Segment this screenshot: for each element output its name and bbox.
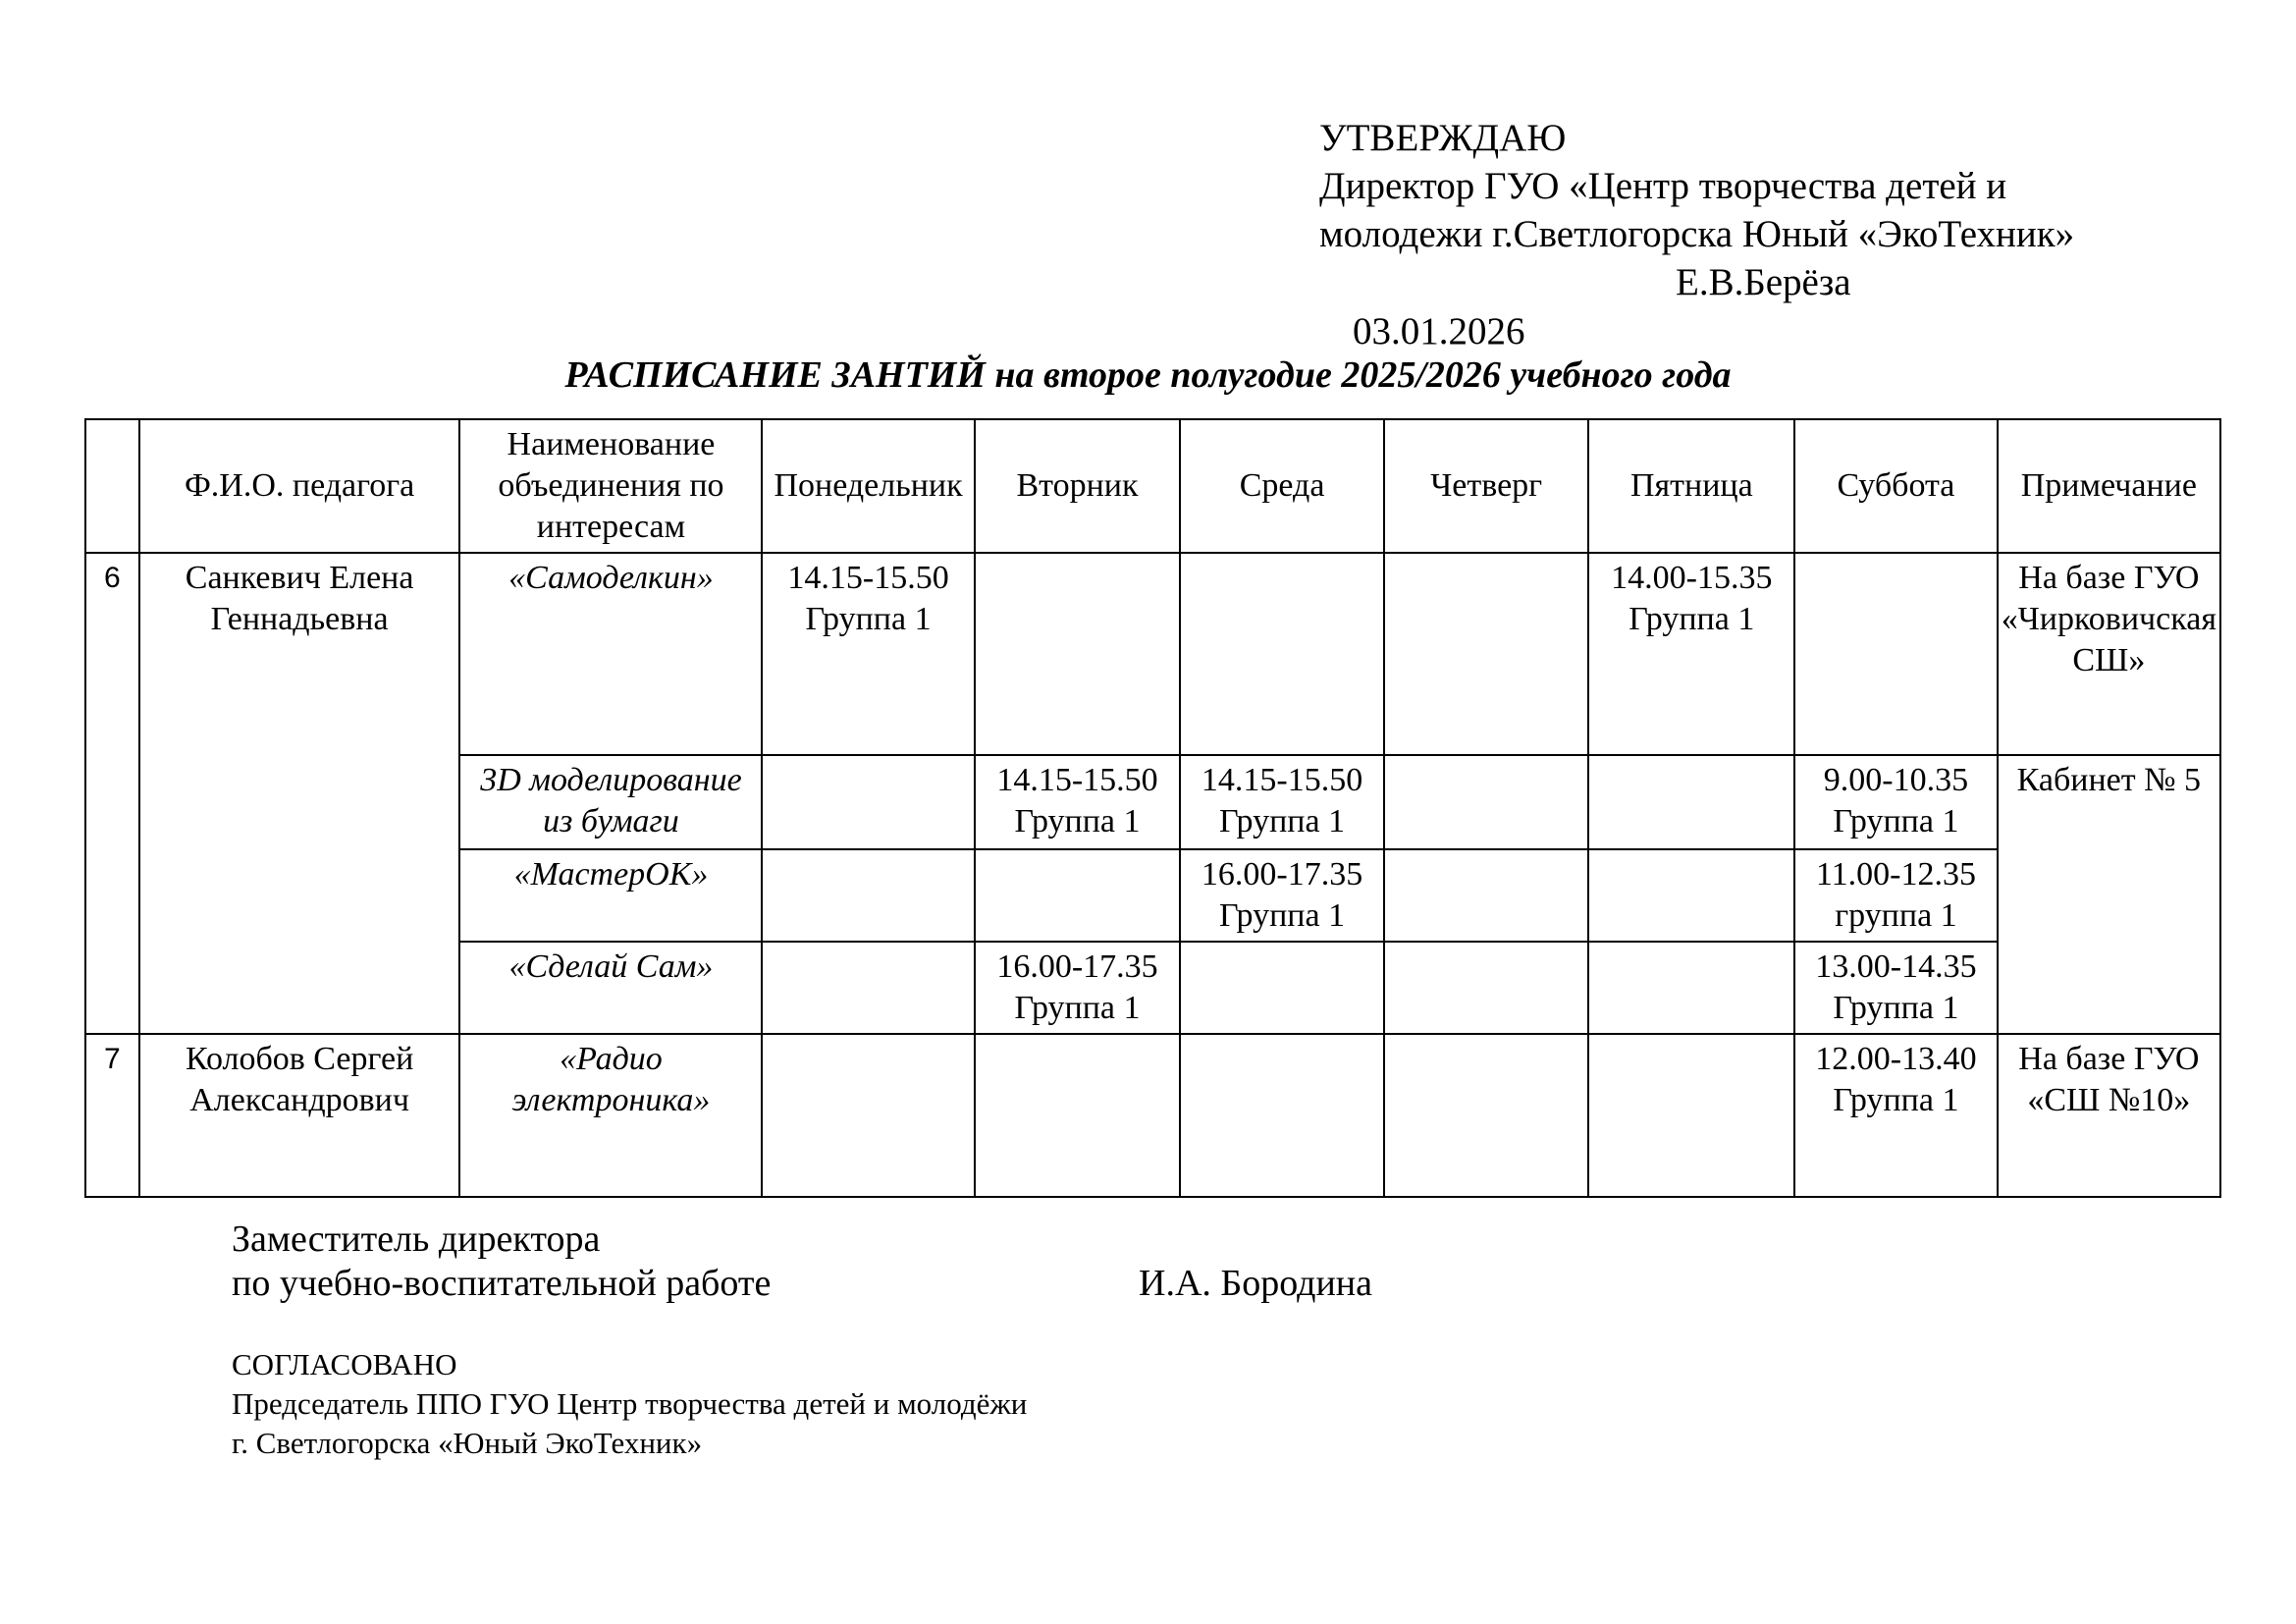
cell-thu bbox=[1384, 1034, 1589, 1197]
cell-tue bbox=[975, 553, 1181, 755]
row-number: 6 bbox=[85, 553, 139, 1034]
schedule-table bbox=[84, 418, 2221, 1198]
course-name: 3D моделирование из бумаги bbox=[459, 755, 762, 849]
cell-thu bbox=[1384, 942, 1589, 1034]
header-thu: Четверг bbox=[1384, 419, 1589, 553]
course-name: «МастерОК» bbox=[459, 849, 762, 942]
deputy-line2: по учебно-воспитательной работе bbox=[232, 1263, 772, 1304]
teacher-name: Колобов Сергей Александрович bbox=[139, 1034, 460, 1197]
cell-mon bbox=[762, 755, 974, 849]
header-row bbox=[85, 419, 2220, 553]
cell-tue: 16.00-17.35 Группа 1 bbox=[975, 942, 1181, 1034]
agreed-line1: Председатель ППО ГУО Центр творчества детей и молодёжи bbox=[232, 1386, 1028, 1421]
cell-fri bbox=[1588, 1034, 1794, 1197]
header-fri: Пятница bbox=[1588, 419, 1794, 553]
cell-sat: 11.00-12.35 группа 1 bbox=[1794, 849, 1998, 942]
cell-mon bbox=[762, 849, 974, 942]
approval-line2: молодежи г.Светлогорска Юный «ЭкоТехник» bbox=[1319, 213, 2075, 255]
header-fio: Ф.И.О. педагога bbox=[139, 419, 460, 553]
cell-fri bbox=[1588, 942, 1794, 1034]
header-num bbox=[85, 419, 139, 553]
cell-sat: 13.00-14.35 Группа 1 bbox=[1794, 942, 1998, 1034]
agreed-line2: г. Светлогорска «Юный ЭкоТехник» bbox=[232, 1426, 703, 1460]
approval-date: 03.01.2026 bbox=[1353, 310, 1525, 352]
cell-thu bbox=[1384, 553, 1589, 755]
cell-thu bbox=[1384, 755, 1589, 849]
deputy-block bbox=[232, 1218, 771, 1306]
cell-sat: 9.00-10.35 Группа 1 bbox=[1794, 755, 1998, 849]
cell-wed: 14.15-15.50 Группа 1 bbox=[1180, 755, 1384, 849]
deputy-line1: Заместитель директора bbox=[232, 1218, 601, 1260]
cell-mon bbox=[762, 1034, 974, 1197]
approval-signer: Е.В.Берёза bbox=[1676, 261, 1851, 303]
header-club: Наименование объединения по интересам bbox=[459, 419, 762, 553]
header-tue: Вторник bbox=[975, 419, 1181, 553]
cell-tue bbox=[975, 1034, 1181, 1197]
cell-note: На базе ГУО «СШ №10» bbox=[1998, 1034, 2220, 1197]
agreed-heading: СОГЛАСОВАНО bbox=[232, 1347, 457, 1381]
header-sat: Суббота bbox=[1794, 419, 1998, 553]
header-wed: Среда bbox=[1180, 419, 1384, 553]
cell-note: Кабинет № 5 bbox=[1998, 755, 2220, 1034]
cell-sat: 12.00-13.40 Группа 1 bbox=[1794, 1034, 1998, 1197]
deputy-name: И.А. Бородина bbox=[1139, 1263, 1372, 1304]
table-row bbox=[85, 1034, 2220, 1197]
approval-line1: Директор ГУО «Центр творчества детей и bbox=[1319, 165, 2007, 207]
cell-tue: 14.15-15.50 Группа 1 bbox=[975, 755, 1181, 849]
cell-tue bbox=[975, 849, 1181, 942]
course-name: «Сделай Сам» bbox=[459, 942, 762, 1034]
course-name: «Радио электроника» bbox=[459, 1034, 762, 1197]
approval-block bbox=[1319, 114, 2074, 355]
agreed-block bbox=[232, 1345, 1027, 1463]
cell-note: На базе ГУО «Чирковичская СШ» bbox=[1998, 553, 2220, 755]
approval-heading: УТВЕРЖДАЮ bbox=[1319, 117, 1567, 159]
table-row bbox=[85, 553, 2220, 755]
cell-thu bbox=[1384, 849, 1589, 942]
header-mon: Понедельник bbox=[762, 419, 974, 553]
row-number: 7 bbox=[85, 1034, 139, 1197]
cell-wed bbox=[1180, 942, 1384, 1034]
teacher-name: Санкевич Елена Геннадьевна bbox=[139, 553, 460, 1034]
cell-wed bbox=[1180, 553, 1384, 755]
cell-wed: 16.00-17.35 Группа 1 bbox=[1180, 849, 1384, 942]
cell-mon bbox=[762, 942, 974, 1034]
header-note: Примечание bbox=[1998, 419, 2220, 553]
cell-fri: 14.00-15.35 Группа 1 bbox=[1588, 553, 1794, 755]
cell-wed bbox=[1180, 1034, 1384, 1197]
cell-fri bbox=[1588, 755, 1794, 849]
cell-mon: 14.15-15.50 Группа 1 bbox=[762, 553, 974, 755]
cell-fri bbox=[1588, 849, 1794, 942]
document-title: РАСПИСАНИЕ ЗАНТИЙ на второе полугодие 2025/2026 учебного года bbox=[564, 354, 1732, 396]
cell-sat bbox=[1794, 553, 1998, 755]
course-name: «Самоделкин» bbox=[459, 553, 762, 755]
